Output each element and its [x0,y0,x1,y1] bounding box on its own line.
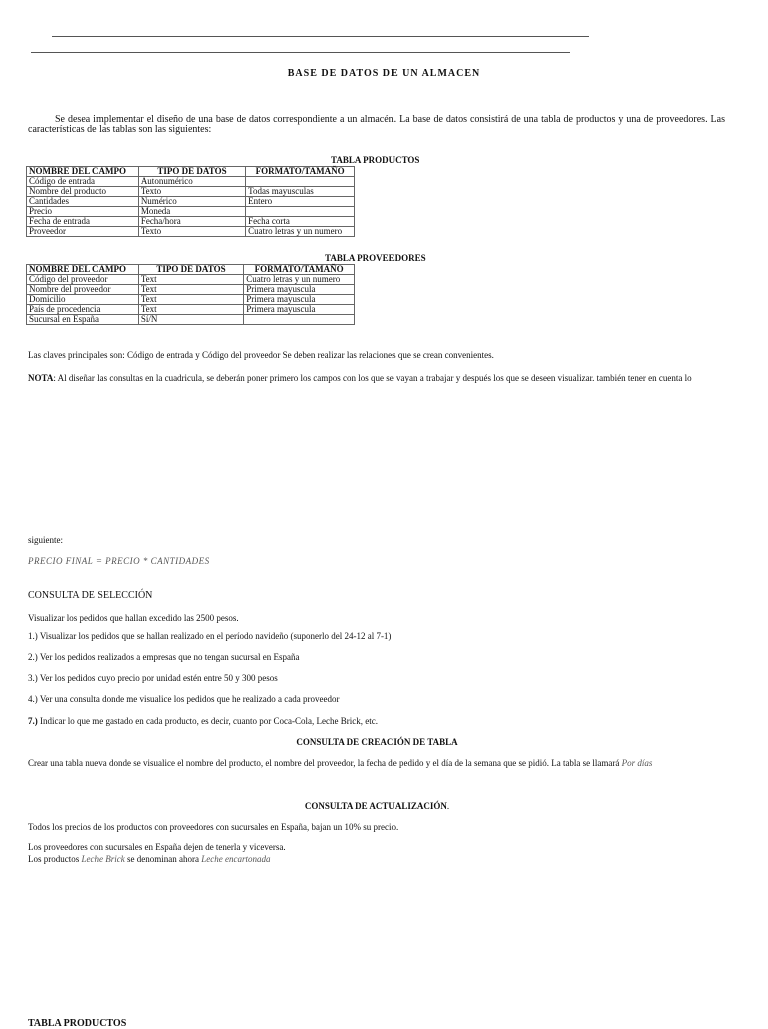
nota-label: NOTA [28,373,54,383]
column-header: NOMBRE DEL CAMPO [27,167,139,177]
siguiente-text: siguiente: [28,535,63,545]
line3-mid: se denominan ahora [124,854,202,864]
table-row [27,217,355,227]
creacion-title: CONSULTA DE CREACIÓN DE TABLA [296,737,458,747]
table-cell: Nombre del proveedor [27,285,139,295]
column-header: NOMBRE DEL CAMPO [27,265,139,275]
table-cell: Primera mayuscula [244,295,355,305]
table-cell: Text [138,275,243,285]
table-row [27,187,355,197]
table-cell: Código del proveedor [27,275,139,285]
table-row [27,315,355,325]
column-header: TIPO DE DATOS [138,265,243,275]
creacion-paragraph [28,758,652,768]
table-cell: Texto [138,227,245,237]
table-row [27,295,355,305]
table-cell: Nombre del producto [27,187,139,197]
table-cell: Cantidades [27,197,139,207]
item-number: 7.) [28,716,38,726]
proveedores-table [26,264,355,325]
proveedores-table-title: TABLA PROVEEDORES [325,253,426,263]
line3-italic-2: Leche encartonada [201,854,271,864]
table-cell: Numérico [138,197,245,207]
actualizacion-title [0,801,754,811]
table-cell: Text [138,295,243,305]
table-cell: Todas mayusculas [246,187,355,197]
table-cell: Cuatro letras y un numero [246,227,355,237]
line3-pre: Los productos [28,854,82,864]
table-cell: Proveedor [27,227,139,237]
intro-line-2: características de las tablas son las siguientes: [28,124,212,135]
item-text: Indicar lo que me gastado en cada producto, es decir, cuanto por Coca-Cola, Leche Brick, etc. [37,716,379,726]
table-cell: Sucursal en España [27,315,139,325]
nota-text: : Al diseñar las consultas en la cuadricula, se deberán poner primero los campos con los que se vayan a trabajar y después los que se deseen visualizar. también tener en cuenta lo [53,373,692,383]
table-cell: Entero [246,197,355,207]
table-cell: Autonumérico [138,177,245,187]
table-cell: Text [138,305,243,315]
column-header: FORMATO/TAMAÑO [244,265,355,275]
table-row [27,207,355,217]
table-header-row [27,265,355,275]
table-cell: Moneda [138,207,245,217]
table-row [27,285,355,295]
document-title: BASE DE DATOS DE UN ALMACEN [287,68,481,79]
table-row [27,305,355,315]
bottom-cutoff-heading: TABLA PRODUCTOS [28,1018,127,1029]
table-cell: Precio [27,207,139,217]
actualizacion-line-2: Los proveedores con sucursales en España dejen de tenerla y viceversa. [28,842,286,852]
table-header-row [27,167,355,177]
column-header: TIPO DE DATOS [138,167,245,177]
seleccion-item: Visualizar los pedidos que hallan excedido las 2500 pesos. [28,613,239,623]
table-cell: Text [138,285,243,295]
table-cell: Primera mayuscula [244,305,355,315]
line3-italic-1: Leche Brick [81,854,125,864]
table-cell: Texto [138,187,245,197]
productos-table-title: TABLA PRODUCTOS [331,155,420,165]
actualizacion-title-text: CONSULTA DE ACTUALIZACIÓN [304,801,447,811]
table-cell: Cuatro letras y un numero [244,275,355,285]
formula-text: PRECIO FINAL = PRECIO * CANTIDADES [28,556,210,566]
table-cell: País de procedencia [27,305,139,315]
creacion-italic: Por días [621,758,653,768]
seleccion-title: CONSULTA DE SELECCIÓN [28,590,153,601]
seleccion-item [28,716,378,726]
table-row [27,197,355,207]
top-rule-1 [52,36,589,37]
table-cell: Primera mayuscula [244,285,355,295]
nota-paragraph [28,373,692,383]
table-cell: Fecha/hora [138,217,245,227]
claves-paragraph: Las claves principales son: Código de entrada y Código del proveedor Se deben realizar las relaciones que se crean convenientes. [28,350,494,360]
seleccion-item: 4.) Ver una consulta donde me visualice los pedidos que he realizado a cada proveedor [28,694,340,704]
table-cell: Código de entrada [27,177,139,187]
table-cell: Domicilio [27,295,139,305]
table-cell: Fecha de entrada [27,217,139,227]
table-cell [246,207,355,217]
actualizacion-title-suffix: . [446,801,450,811]
table-cell [246,177,355,187]
creacion-text: Crear una tabla nueva donde se visualice el nombre del producto, el nombre del proveedor, la fecha de pedido y el día de la semana que se pidió. La tabla se llamará [28,758,622,768]
seleccion-item: 3.) Ver los pedidos cuyo precio por unidad estén entre 50 y 300 pesos [28,673,278,683]
table-row [27,275,355,285]
table-row [27,227,355,237]
column-header: FORMATO/TAMAÑO [246,167,355,177]
top-rule-2 [31,52,570,53]
productos-table [26,166,355,237]
actualizacion-line-3 [28,854,270,864]
table-cell [244,315,355,325]
table-cell: Sí/N [138,315,243,325]
table-cell: Fecha corta [246,217,355,227]
intro-line-1: Se desea implementar el diseño de una base de datos correspondiente a un almacén. La base de datos consistirá de una tabla de productos y una de proveedores. Las [55,114,725,125]
actualizacion-line-1: Todos los precios de los productos con proveedores con sucursales en España, bajan un 10% su precio. [28,822,399,832]
seleccion-item: 1.) Visualizar los pedidos que se hallan realizado en el período navideño (suponerlo del 24-12 al 7-1) [28,631,392,641]
table-row [27,177,355,187]
seleccion-item: 2.) Ver los pedidos realizados a empresas que no tengan sucursal en España [28,652,300,662]
